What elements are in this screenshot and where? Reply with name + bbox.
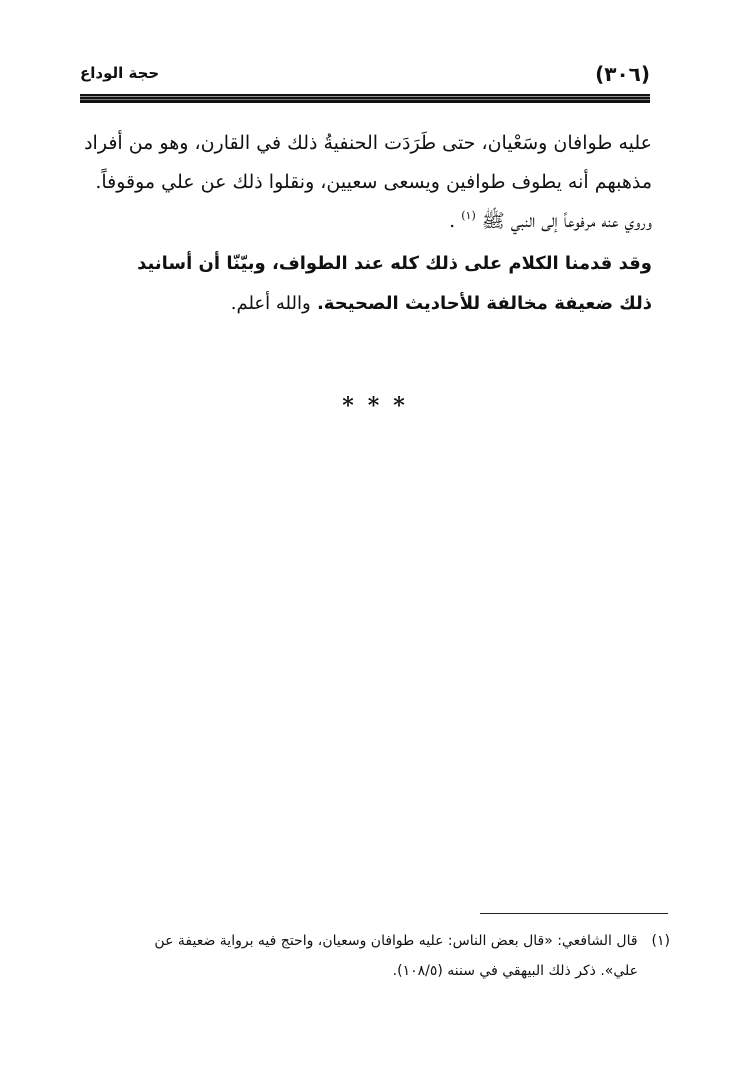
running-header [80, 62, 650, 92]
closing-phrase: والله أعلم. [230, 293, 311, 314]
paragraph-2 [80, 244, 652, 324]
section-separator: *** [342, 393, 419, 419]
chapter-title: حجة الوداع [80, 64, 160, 82]
footnote-1-line-1 [100, 926, 670, 956]
paragraph-1-line-2: مذهبهم أنه يطوف طوافين ويسعى سعيين، ونقلوا ذلك عن علي موقوفاً. [95, 171, 652, 193]
footnote-1-line-2: علي». ذكر ذلك البيهقي في سننه (١٠٨/٥). [392, 963, 638, 979]
page-number: (٣٠٦) [595, 62, 650, 86]
footnote-rule [480, 913, 668, 914]
paragraph-2-line-2 [80, 284, 652, 324]
footnote-1 [100, 926, 670, 986]
paragraph-1-end: . [449, 210, 456, 232]
paragraph-1-line-3-text: وروي عنه مرفوعاً إلى النبي ﷺ [481, 210, 652, 232]
footnote-reference[interactable]: (١) [461, 209, 476, 222]
paragraph-1-line-1: عليه طوافان وسَعْيان، حتى طَرَدَت الحنفيةُ ذلك في القارن، وهو من أفراد [84, 132, 652, 154]
paragraph-2-line-1: وقد قدمنا الكلام على ذلك كله عند الطواف، وبيّنّا أن أسانيد [137, 253, 652, 274]
paragraph-1-line-3 [80, 202, 652, 241]
paragraph-2-line-2-text: ذلك ضعيفة مخالفة للأحاديث الصحيحة. [316, 293, 652, 314]
footnote-marker: (١) [651, 933, 670, 949]
header-rule [80, 94, 650, 103]
paragraph-1 [80, 124, 652, 241]
footnote-1-line-1-text: قال الشافعي: «قال بعض الناس: عليه طوافان وسعيان، واحتج فيه برواية ضعيفة عن [154, 933, 638, 949]
